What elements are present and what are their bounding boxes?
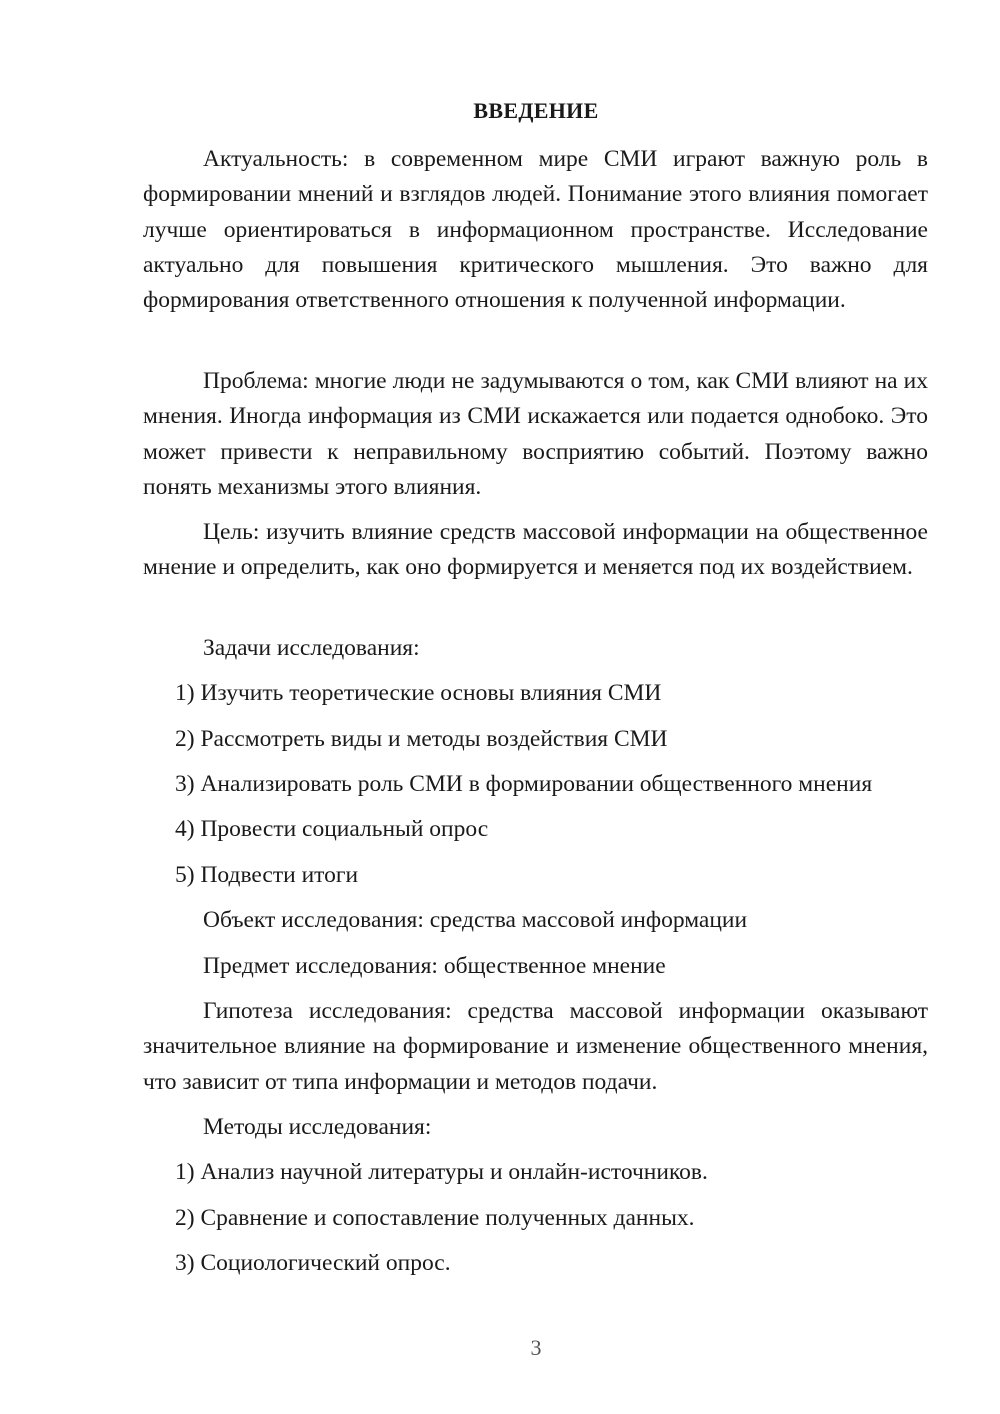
method-item: 1) Анализ научной литературы и онлайн-источников. <box>175 1159 708 1185</box>
task-item: 5) Подвести итоги <box>175 862 359 888</box>
task-item: 3) Анализировать роль СМИ в формировании общественного мнения <box>175 771 873 797</box>
object-line: Объект исследования: средства массовой информации <box>203 907 748 933</box>
methods-title: Методы исследования: <box>203 1114 432 1140</box>
subject-line: Предмет исследования: общественное мнение <box>203 953 666 979</box>
task-item: 1) Изучить теоретические основы влияния СМИ <box>175 680 662 706</box>
hypothesis-paragraph: Гипотеза исследования: средства массовой информации оказывают значительное влияние на формирование и изменение общественного мнения, что зависит от типа информации и методов подачи. <box>143 998 928 1095</box>
problem-paragraph: Проблема: многие люди не задумываются о том, как СМИ влияют на их мнения. Иногда информация из СМИ искажается или подается однобоко. Это может привести к неправильному восприятию событий. Поэтому важно понять механизмы этого влияния. <box>143 368 928 500</box>
relevance-paragraph: Актуальность: в современном мире СМИ играют важную роль в формировании мнений и взглядов людей. Понимание этого влияния помогает лучше ориентироваться в информационном пространстве. Исследование актуально для повышения критического мышления. Это важно для формирования ответственного отношения к полученной информации. <box>143 146 928 314</box>
tasks-title: Задачи исследования: <box>203 635 420 661</box>
section-heading: ВВЕДЕНИЕ <box>473 98 599 123</box>
method-item: 3) Социологический опрос. <box>175 1250 451 1276</box>
task-item: 4) Провести социальный опрос <box>175 816 489 842</box>
goal-paragraph: Цель: изучить влияние средств массовой информации на общественное мнение и определить, как оно формируется и меняется под их воздействием. <box>143 519 928 581</box>
task-item: 2) Рассмотреть виды и методы воздействия СМИ <box>175 726 668 752</box>
method-item: 2) Сравнение и сопоставление полученных данных. <box>175 1205 695 1231</box>
page-number: 3 <box>530 1335 542 1360</box>
